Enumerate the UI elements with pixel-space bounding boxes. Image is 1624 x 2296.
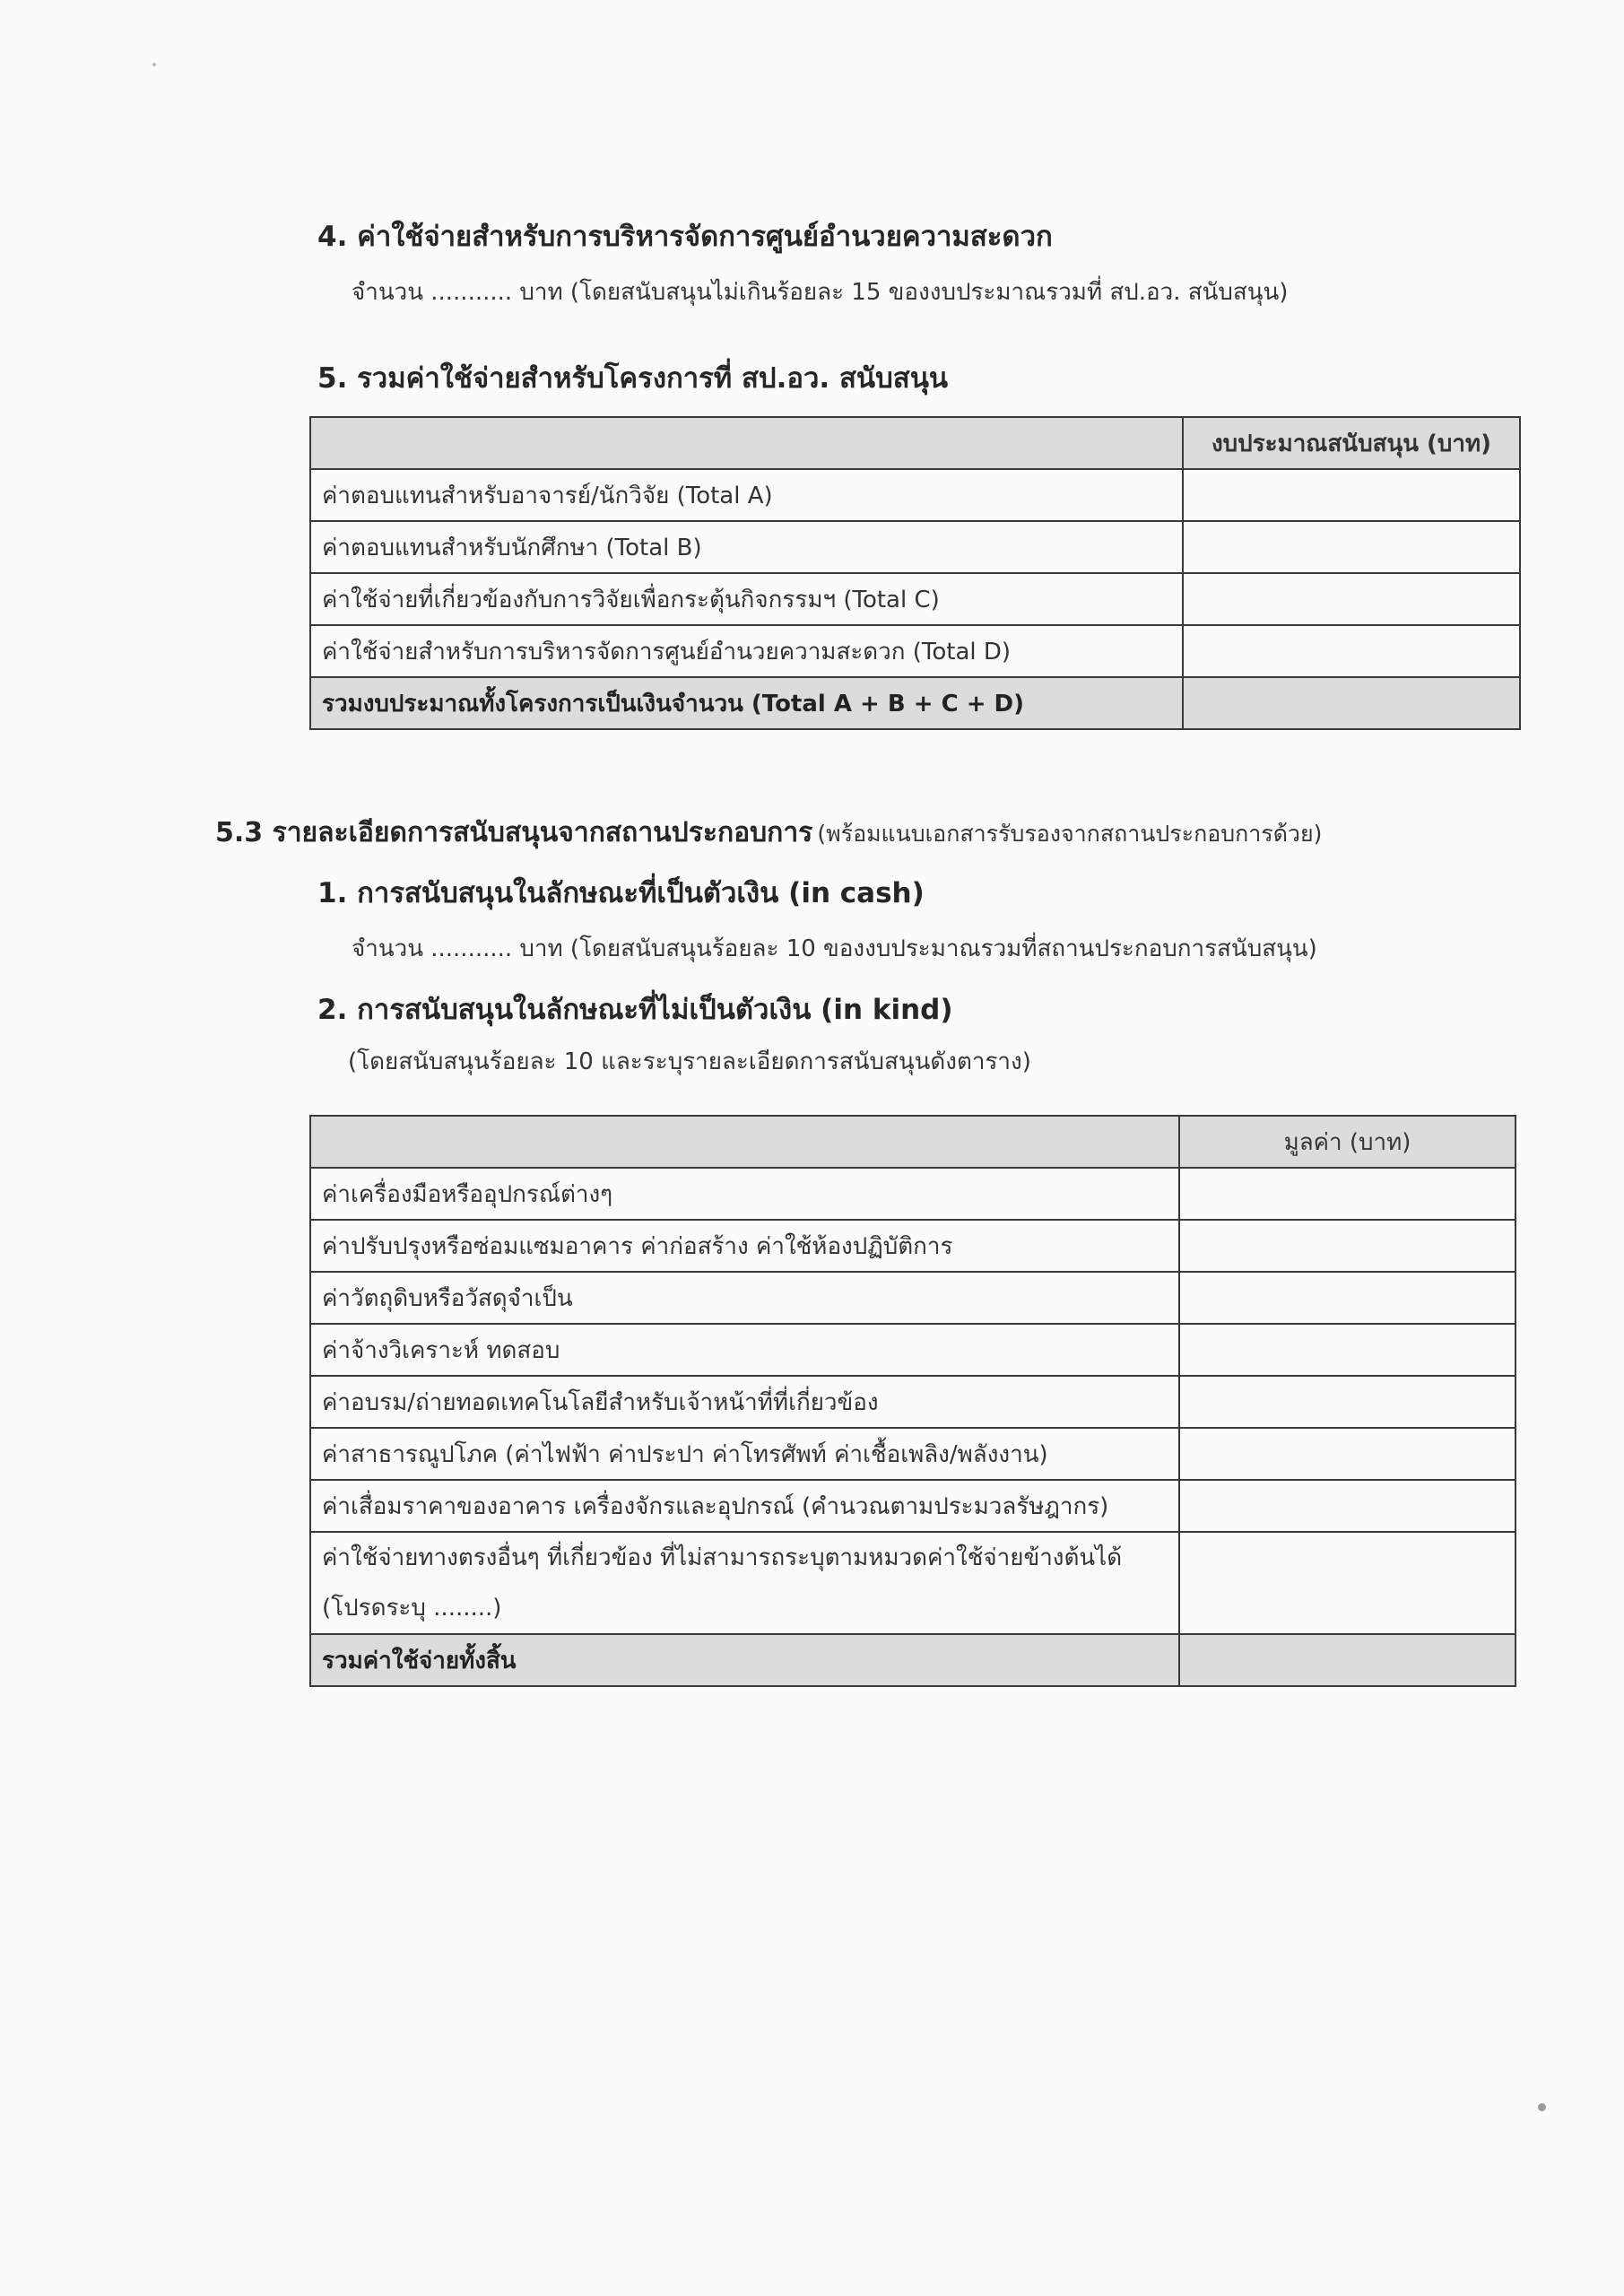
budget-table-header-blank [310, 417, 1183, 469]
project-budget-table [309, 416, 1521, 730]
in-kind-row-value[interactable] [1179, 1272, 1515, 1324]
in-cash-heading: 1. การสนับสนุนในลักษณะที่เป็นตัวเงิน (in cash) [317, 877, 925, 909]
in-kind-row-label: ค่าเสื่อมราคาของอาคาร เครื่องจักรและอุปกรณ์ (คำนวณตามประมวลรัษฎากร) [310, 1480, 1179, 1532]
budget-row-value[interactable] [1183, 521, 1520, 573]
item4-amount-line: จำนวน ........... บาท (โดยสนับสนุนไม่เกินร้อยละ 15 ของงบประมาณรวมที่ สป.อว. สนับสนุน) [352, 279, 1289, 306]
in-kind-header-value: มูลค่า (บาท) [1179, 1116, 1515, 1168]
budget-row-label: ค่าใช้จ่ายที่เกี่ยวข้องกับการวิจัยเพื่อกระตุ้นกิจกรรมฯ (Total C) [310, 573, 1183, 625]
in-kind-other-line1: ค่าใช้จ่ายทางตรงอื่นๆ ที่เกี่ยวข้อง ที่ไม่สามารถระบุตามหมวดค่าใช้จ่ายข้างต้นได้ [322, 1544, 1123, 1571]
in-kind-heading: 2. การสนับสนุนในลักษณะที่ไม่เป็นตัวเงิน (in kind) [317, 994, 953, 1026]
in-kind-table [309, 1115, 1516, 1687]
in-kind-row-label: ค่าเครื่องมือหรืออุปกรณ์ต่างๆ [310, 1168, 1179, 1220]
budget-row-value[interactable] [1183, 469, 1520, 521]
in-kind-note: (โดยสนับสนุนร้อยละ 10 และระบุรายละเอียดการสนับสนุนดังตาราง) [348, 1048, 1031, 1075]
budget-row-label: ค่าใช้จ่ายสำหรับการบริหารจัดการศูนย์อำนวยความสะดวก (Total D) [310, 625, 1183, 677]
budget-total-label: รวมงบประมาณทั้งโครงการเป็นเงินจำนวน (Total A + B + C + D) [310, 677, 1183, 729]
budget-row-label: ค่าตอบแทนสำหรับอาจารย์/นักวิจัย (Total A) [310, 469, 1183, 521]
in-kind-row-label: ค่าจ้างวิเคราะห์ ทดสอบ [310, 1324, 1179, 1376]
budget-row-value[interactable] [1183, 573, 1520, 625]
budget-row-value[interactable] [1183, 625, 1520, 677]
budget-total-value[interactable] [1183, 677, 1520, 729]
in-kind-row-label: ค่าอบรม/ถ่ายทอดเทคโนโลยีสำหรับเจ้าหน้าที่ที่เกี่ยวข้อง [310, 1376, 1179, 1428]
in-kind-row-value[interactable] [1179, 1480, 1515, 1532]
in-kind-row-value[interactable] [1179, 1428, 1515, 1480]
section-5-3-heading [215, 812, 1322, 854]
in-kind-row-value[interactable] [1179, 1220, 1515, 1272]
in-kind-other-line2: (โปรดระบุ ........) [322, 1595, 502, 1622]
scan-speck [152, 63, 156, 66]
scan-speck [1538, 2103, 1546, 2111]
in-kind-row-label: ค่าวัตถุดิบหรือวัสดุจำเป็น [310, 1272, 1179, 1324]
item5-heading: 5. รวมค่าใช้จ่ายสำหรับโครงการที่ สป.อว. สนับสนุน [317, 362, 949, 395]
in-kind-row-label: ค่าปรับปรุงหรือซ่อมแซมอาคาร ค่าก่อสร้าง ค่าใช้ห้องปฏิบัติการ [310, 1220, 1179, 1272]
in-kind-row-value[interactable] [1179, 1376, 1515, 1428]
in-kind-total-label: รวมค่าใช้จ่ายทั้งสิ้น [310, 1634, 1179, 1686]
section-5-3-note: (พร้อมแนบเอกสารรับรองจากสถานประกอบการด้วย) [817, 821, 1323, 847]
budget-table-header-amount: งบประมาณสนับสนุน (บาท) [1183, 417, 1520, 469]
in-kind-header-blank [310, 1116, 1179, 1168]
in-kind-row-value[interactable] [1179, 1532, 1515, 1634]
in-kind-row-value[interactable] [1179, 1168, 1515, 1220]
budget-row-label: ค่าตอบแทนสำหรับนักศึกษา (Total B) [310, 521, 1183, 573]
in-cash-amount-line: จำนวน ........... บาท (โดยสนับสนุนร้อยละ 10 ของงบประมาณรวมที่สถานประกอบการสนับสนุน) [352, 935, 1317, 962]
section-5-3-title: 5.3 รายละเอียดการสนับสนุนจากสถานประกอบการ [215, 817, 813, 848]
in-kind-total-value[interactable] [1179, 1634, 1515, 1686]
in-kind-other-row [310, 1532, 1179, 1634]
in-kind-row-value[interactable] [1179, 1324, 1515, 1376]
in-kind-row-label: ค่าสาธารณูปโภค (ค่าไฟฟ้า ค่าประปา ค่าโทรศัพท์ ค่าเชื้อเพลิง/พลังงาน) [310, 1428, 1179, 1480]
item4-heading: 4. ค่าใช้จ่ายสำหรับการบริหารจัดการศูนย์อำนวยความสะดวก [317, 221, 1053, 253]
